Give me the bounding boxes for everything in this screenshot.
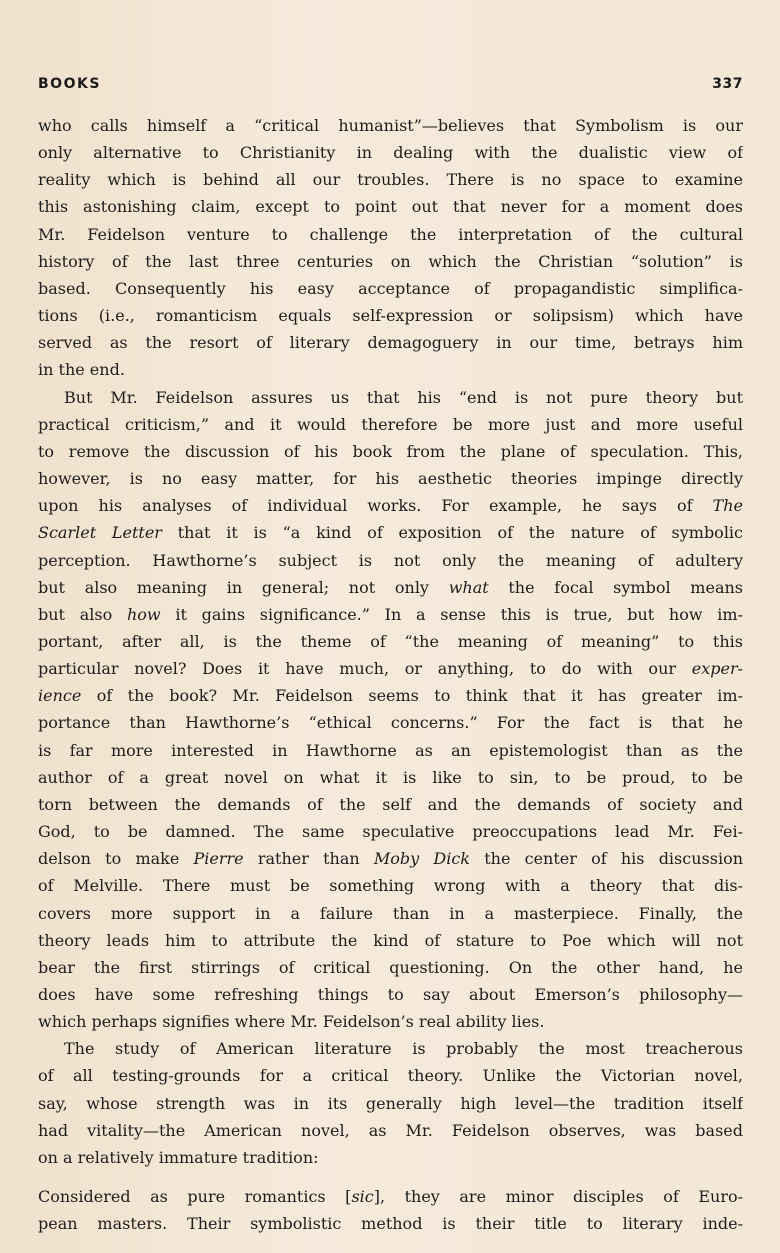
text-line xyxy=(38,465,743,492)
text-run: say, whose strength was in its generally high level—the tradition itself xyxy=(38,1093,743,1113)
text-run: portance than Hawthorne’s “ethical concerns.” For the fact is that he xyxy=(38,713,743,733)
text-run: who calls himself a “critical humanist”—believes that Symbolism is our xyxy=(38,116,743,135)
italic-text: The xyxy=(712,496,743,516)
text-run: bear the first stirrings of critical questioning. On the other hand, he xyxy=(38,957,743,977)
text-line xyxy=(38,655,743,682)
text-run: had vitality—the American novel, as Mr. Feidelson observes, was based xyxy=(38,1120,743,1140)
text-run: God, to be damned. The same speculative preoccupations lead Mr. Fei- xyxy=(38,822,743,842)
italic-text: exper- xyxy=(691,659,743,679)
page-number: 337 xyxy=(712,76,743,92)
paragraph xyxy=(38,384,743,1036)
text-line xyxy=(38,1183,743,1210)
text-line xyxy=(38,981,743,1008)
italic-text: Pierre xyxy=(193,849,244,869)
text-line xyxy=(38,845,743,872)
text-run: in the end. xyxy=(38,360,125,380)
text-run: however, is no easy matter, for his aesthetic theories impinge directly xyxy=(38,469,743,489)
text-line xyxy=(38,791,743,818)
text-run: the center of his discussion xyxy=(470,849,743,869)
text-line xyxy=(38,1144,743,1171)
text-line xyxy=(38,1035,743,1062)
text-line xyxy=(38,302,743,329)
text-run: history of the last three centuries on which the Christian “solution” is xyxy=(38,251,743,271)
text-run: delson to make xyxy=(38,849,194,869)
text-run: on a relatively immature tradition: xyxy=(38,1147,319,1167)
text-line xyxy=(38,193,743,220)
text-line xyxy=(38,709,743,736)
text-line xyxy=(38,1117,743,1144)
text-line xyxy=(38,628,743,655)
text-line xyxy=(38,248,743,275)
text-run: the focal symbol means xyxy=(488,577,743,597)
text-run: tions (i.e., romanticism equals self-expression or solipsism) which have xyxy=(38,306,743,326)
text-run: practical criticism,” and it would therefore be more just and more useful xyxy=(38,414,743,434)
text-run: particular novel? Does it have much, or anything, to do with our xyxy=(38,659,692,679)
text-run: does have some refreshing things to say about Emerson’s philosophy— xyxy=(38,985,743,1004)
text-line xyxy=(38,601,743,628)
text-line xyxy=(38,139,743,166)
text-run: of the book? Mr. Feidelson seems to think that it has greater im- xyxy=(81,686,743,706)
text-run: torn between the demands of the self and the demands of society and xyxy=(38,794,743,814)
text-line xyxy=(38,519,743,546)
text-run: covers more support in a failure than in a masterpiece. Finally, the xyxy=(38,903,743,923)
running-head xyxy=(38,76,743,98)
text-run: only alternative to Christianity in dealing with the dualistic view of xyxy=(38,143,743,163)
text-line xyxy=(38,764,743,791)
text-run: served as the resort of literary demagoguery in our time, betrays him xyxy=(38,333,743,353)
paragraphs xyxy=(38,112,743,1171)
italic-text: how xyxy=(126,604,161,624)
text-line xyxy=(38,329,743,356)
text-line xyxy=(38,1210,743,1237)
italic-text: sic xyxy=(351,1187,374,1207)
text-line xyxy=(38,818,743,845)
text-run: pean masters. Their symbolistic method is their title to literary inde- xyxy=(38,1214,743,1234)
text-line xyxy=(38,872,743,899)
text-run: to remove the discussion of his book from the plane of speculation. This, xyxy=(38,441,743,461)
italic-text: Moby Dick xyxy=(373,849,470,869)
text-line xyxy=(38,547,743,574)
text-line xyxy=(38,411,743,438)
text-run: but also meaning in general; not only xyxy=(38,577,449,597)
text-line xyxy=(38,384,743,411)
paragraph xyxy=(38,1035,743,1171)
text-run: ], they are minor disciples of Euro- xyxy=(373,1187,743,1207)
italic-text: Scarlet Letter xyxy=(38,523,162,543)
text-line xyxy=(38,438,743,465)
text-run: But Mr. Feidelson assures us that his “end is not pure theory but xyxy=(64,387,743,407)
text-line xyxy=(38,900,743,927)
text-line xyxy=(38,927,743,954)
text-line xyxy=(38,112,743,139)
text-run: this astonishing claim, except to point out that never for a moment does xyxy=(38,197,743,217)
text-run: Considered as pure romantics [ xyxy=(38,1187,352,1207)
text-run: The study of American literature is probably the most treacherous xyxy=(64,1039,743,1059)
text-run: based. Consequently his easy acceptance of propagandistic simplifica- xyxy=(38,278,743,298)
text-run: author of a great novel on what it is like to sin, to be proud, to be xyxy=(38,767,743,787)
text-run: reality which is behind all our troubles. There is no space to examine xyxy=(38,170,743,190)
paragraph xyxy=(38,112,743,384)
text-line xyxy=(38,166,743,193)
text-line xyxy=(38,221,743,248)
text-run: rather than xyxy=(243,849,374,869)
text-run: upon his analyses of individual works. For example, he says of xyxy=(38,496,713,516)
text-run: that it is “a kind of exposition of the nature of symbolic xyxy=(161,523,743,543)
text-run: is far more interested in Hawthorne as an epistemologist than as the xyxy=(38,740,743,760)
section-title: BOOKS xyxy=(38,76,101,92)
text-run: it gains significance.” In a sense this is true, but how im- xyxy=(160,604,743,624)
text-line xyxy=(38,574,743,601)
italic-text: what xyxy=(448,577,489,597)
text-line xyxy=(38,275,743,302)
text-run: of all testing-grounds for a critical theory. Unlike the Victorian novel, xyxy=(38,1066,743,1086)
text-line xyxy=(38,1090,743,1117)
text-line xyxy=(38,954,743,981)
text-run: theory leads him to attribute the kind of stature to Poe which will not xyxy=(38,930,743,950)
text-line xyxy=(38,682,743,709)
text-line xyxy=(38,356,743,383)
text-run: which perhaps signifies where Mr. Feidelson’s real ability lies. xyxy=(38,1012,545,1032)
text-run: portant, after all, is the theme of “the meaning of meaning” to this xyxy=(38,631,743,651)
text-line xyxy=(38,1008,743,1035)
text-line xyxy=(38,1062,743,1089)
italic-text: ience xyxy=(38,686,82,706)
text-line xyxy=(38,492,743,519)
text-line xyxy=(38,737,743,764)
body-text xyxy=(38,112,743,1237)
text-run: Mr. Feidelson venture to challenge the interpretation of the cultural xyxy=(38,224,743,244)
text-run: perception. Hawthorne’s subject is not only the meaning of adultery xyxy=(38,550,743,570)
text-run: of Melville. There must be something wrong with a theory that dis- xyxy=(38,876,743,896)
block-quote xyxy=(38,1183,743,1237)
text-run: but also xyxy=(38,604,127,624)
